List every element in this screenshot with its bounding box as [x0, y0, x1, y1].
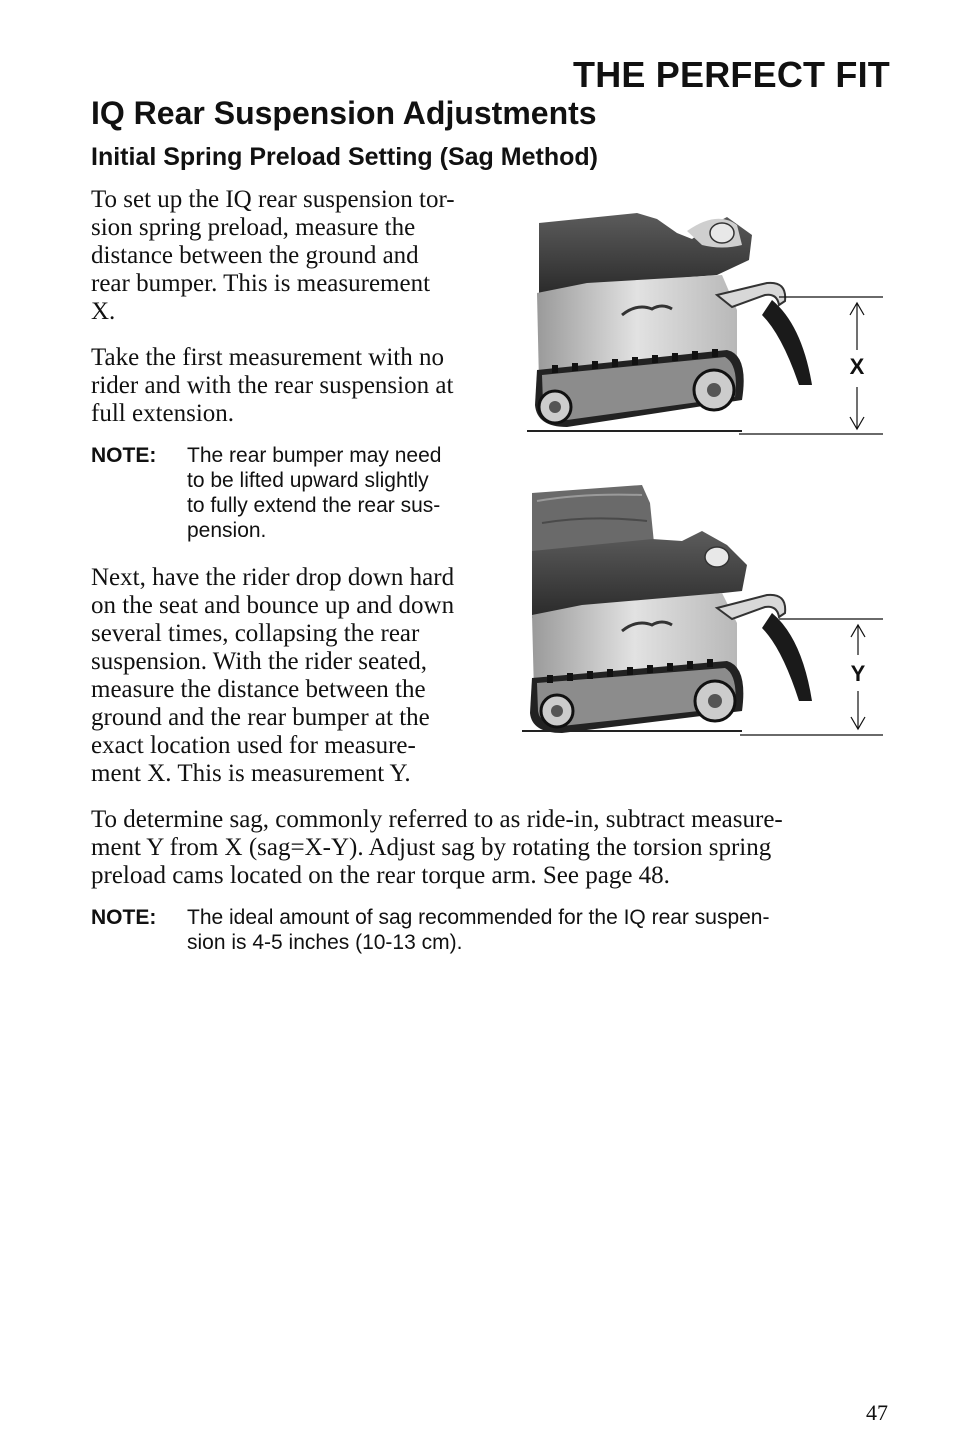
note-bumper-lift [91, 443, 511, 543]
measurement-x-label: X [849, 354, 865, 379]
snowmobile-rear-illustration [527, 205, 887, 440]
figure-measurement-x [527, 205, 887, 440]
note-line: pension. [187, 519, 267, 542]
note-line: to be lifted upward slightly [187, 469, 429, 492]
text-line: sion spring preload, measure the [91, 214, 416, 241]
paragraph-determine-sag [91, 806, 783, 890]
text-line: X. [91, 298, 116, 325]
text-line: ment Y from X (sag=X-Y). Adjust sag by rotating the torsion spring [91, 834, 772, 861]
text-line: measure the distance between the [91, 676, 426, 703]
text-line: To set up the IQ rear suspension tor- [91, 186, 455, 213]
page-number: 47 [866, 1400, 888, 1425]
text-line: preload cams located on the rear torque arm. See page 48. [91, 862, 670, 889]
note-line: to fully extend the rear sus- [187, 494, 441, 517]
note-label: NOTE: [91, 444, 157, 467]
text-line: Take the first measurement with no [91, 344, 445, 371]
text-line: rider and with the rear suspension at [91, 372, 454, 399]
text-line: rear bumper. This is measurement [91, 270, 431, 297]
paragraph-first-measurement [91, 344, 453, 428]
note-line: The ideal amount of sag recommended for the IQ rear suspen- [187, 906, 770, 929]
text-line: several times, collapsing the rear [91, 620, 420, 647]
paragraph-measure-y [91, 564, 454, 788]
note-line: The rear bumper may need [187, 444, 442, 467]
text-line: full extension. [91, 400, 235, 427]
text-line: suspension. With the rider seated, [91, 648, 427, 675]
measurement-y-label: Y [850, 661, 866, 686]
note-label: NOTE: [91, 906, 157, 929]
text-line: ment X. This is measurement Y. [91, 760, 411, 787]
note-ideal-sag [91, 905, 891, 957]
figure-measurement-y [522, 483, 887, 738]
text-line: exact location used for measure- [91, 732, 416, 759]
paragraph-measure-x [91, 186, 455, 326]
text-line: on the seat and bounce up and down [91, 592, 455, 619]
page-heading: IQ Rear Suspension Adjustments [91, 95, 597, 131]
section-title: THE PERFECT FIT [573, 54, 890, 95]
text-line: distance between the ground and [91, 242, 419, 269]
text-line: Next, have the rider drop down hard [91, 564, 455, 591]
text-line: To determine sag, commonly referred to as ride-in, subtract measure- [91, 806, 783, 833]
text-line: ground and the rear bumper at the [91, 704, 430, 731]
snowmobile-rear-with-rider-illustration [522, 483, 887, 738]
note-line: sion is 4-5 inches (10-13 cm). [187, 931, 463, 954]
sub-heading: Initial Spring Preload Setting (Sag Method) [91, 143, 598, 171]
